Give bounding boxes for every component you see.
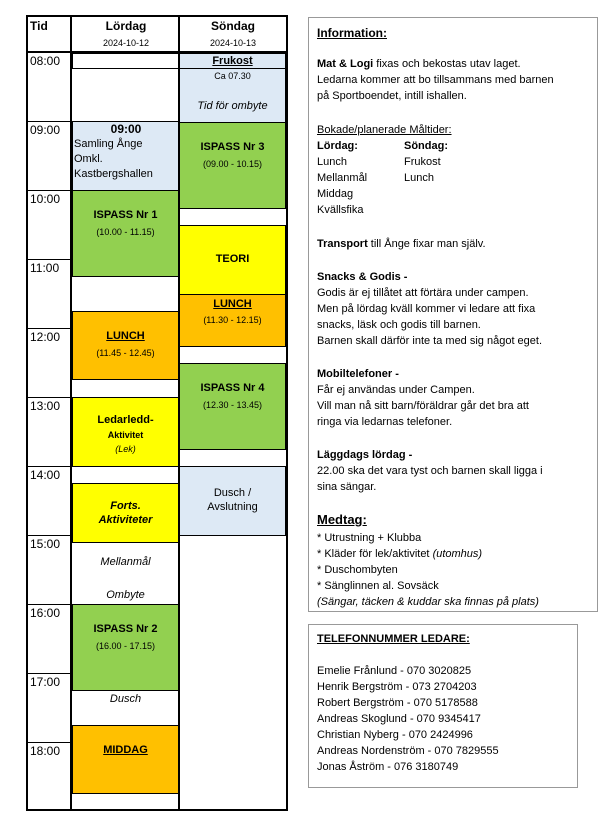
header-lordag-date: 2024-10-12 [102, 38, 150, 48]
time-1300: 13:00 [30, 399, 61, 413]
ispass2-label: ISPASS Nr 2 [93, 623, 158, 635]
frukost-divider [179, 68, 286, 69]
frukost-time: Ca 07.30 [214, 71, 251, 81]
lordag-lunch-time: (11.45 - 12.45) [96, 348, 155, 358]
hour-line [28, 535, 70, 536]
snacks-line: Godis är ej tillåtet att förtära under campen. [317, 287, 529, 299]
samling-line-2: Omkl. [74, 153, 103, 165]
aktivitet-label: Aktivitet [107, 430, 144, 440]
snacks-line: Men på lördag kväll kommer vi ledare att fixa [317, 303, 536, 315]
samling-line-1: Samling Ånge [74, 138, 143, 150]
lordag-ledarledd [72, 397, 179, 467]
lordag-middag [72, 725, 179, 794]
middag-label: MIDDAG [103, 744, 148, 756]
dusch-line-2: Avslutning [207, 501, 258, 513]
sondag-meal: Lunch [404, 172, 434, 184]
frukost-label: Frukost [212, 55, 253, 67]
sondag-meal: Frukost [404, 156, 441, 168]
time-1100: 11:00 [30, 261, 60, 275]
mobil-line: Vill man nå sitt barn/föräldrar går det bra att [317, 400, 529, 412]
sondag-teori [179, 225, 286, 295]
teori-label: TEORI [215, 253, 250, 265]
hour-line [28, 466, 70, 467]
hour-line [28, 742, 70, 743]
mat-bold: Mat & Logi [317, 58, 374, 70]
ispass4-label: ISPASS Nr 4 [200, 382, 265, 394]
laggdags-line: sina sängar. [317, 481, 377, 493]
info-title: Information: [317, 26, 387, 40]
time-0900: 09:00 [30, 123, 61, 137]
phone-entry: Andreas Nordenström - 070 7829555 [317, 745, 499, 757]
phone-entry: Jonas Åström - 076 3180749 [317, 761, 459, 773]
lordag-meal: Mellanmål [317, 172, 368, 184]
medtag-2a: * Kläder för lek/aktivitet [317, 548, 433, 560]
ispass3-time: (09.00 - 10.15) [202, 159, 263, 169]
lordag-lunch-label: LUNCH [106, 330, 145, 342]
time-1800: 18:00 [30, 744, 61, 758]
lordag-ispass2 [72, 604, 179, 691]
phone-entry: Henrik Bergström - 073 2704203 [317, 681, 477, 693]
phone-entry: Christian Nyberg - 070 2424996 [317, 729, 473, 741]
header-sondag: Söndag [211, 19, 255, 33]
header-sondag-date: 2024-10-13 [209, 38, 257, 48]
medtag-item: * Sänglinnen al. Sovsäck [317, 580, 439, 592]
schedule-table [26, 15, 288, 811]
medtag-item [317, 546, 482, 562]
sondag-ispass3 [179, 122, 286, 209]
snacks-line: snacks, läsk och godis till barnen. [317, 319, 481, 331]
medtag-item: * Utrustning + Klubba [317, 532, 422, 544]
lordag-meal: Lunch [317, 156, 347, 168]
samling-time: 09:00 [110, 122, 142, 136]
lordag-ispass1 [72, 190, 179, 277]
medtag-note: (Sängar, täcken & kuddar ska finnas på plats) [317, 596, 539, 608]
hour-line [28, 604, 70, 605]
transport-line [317, 236, 486, 252]
sondag-lunch-time: (11.30 - 12.15) [203, 315, 262, 325]
mobil-title: Mobiltelefoner - [317, 368, 399, 380]
laggdags-title: Läggdags lördag - [317, 449, 413, 461]
ispass4-time: (12.30 - 13.45) [202, 400, 263, 410]
lordag-empty-0800 [72, 53, 179, 69]
forts-line-1: Forts. [110, 500, 141, 512]
medtag-2b: (utomhus) [432, 548, 483, 560]
ispass3-label: ISPASS Nr 3 [200, 141, 265, 153]
ispass2-time: (16.00 - 17.15) [95, 641, 156, 651]
hour-line [28, 397, 70, 398]
phone-entry: Robert Bergström - 070 5178588 [317, 697, 478, 709]
lordag-mellanmal: Mellanmål [100, 556, 151, 568]
sondag-ombyte: Tid för ombyte [197, 100, 268, 112]
ledarledd-label: Ledarledd- [97, 414, 154, 426]
snacks-line: Barnen skall därför inte ta med sig något eget. [317, 335, 543, 347]
medtag-title: Medtag: [317, 512, 367, 527]
time-1000: 10:00 [30, 192, 61, 206]
sondag-ispass4 [179, 363, 286, 450]
header-tid: Tid [30, 19, 48, 33]
mat-line-1 [317, 56, 521, 72]
lordag-dusch: Dusch [109, 693, 142, 705]
sondag-dusch [179, 466, 286, 536]
phone-title: TELEFONNUMMER LEDARE: [317, 633, 470, 645]
information-box [308, 17, 598, 612]
lek-label: (Lek) [115, 444, 136, 454]
dusch-line-1: Dusch / [213, 487, 252, 499]
forts-line-2: Aktiviteter [98, 514, 153, 526]
time-1200: 12:00 [30, 330, 61, 344]
lordag-meals-label: Lördag: [317, 140, 358, 152]
sondag-lunch [179, 294, 286, 347]
transport-bold: Transport [317, 238, 368, 250]
medtag-item: * Duschombyten [317, 564, 398, 576]
hour-line [28, 121, 70, 122]
ispass1-time: (10.00 - 11.15) [96, 227, 155, 237]
lordag-meal: Kvällsfika [317, 204, 364, 216]
maltider-title: Bokade/planerade Måltider: [317, 124, 452, 136]
phone-entry: Emelie Frånlund - 070 3020825 [317, 665, 472, 677]
hour-line [28, 190, 70, 191]
mat-line-3: på Sportboendet, intill ishallen. [317, 90, 467, 102]
time-1600: 16:00 [30, 606, 61, 620]
sondag-meals-label: Söndag: [404, 140, 448, 152]
transport-rest: till Ånge fixar man själv. [367, 238, 486, 250]
lordag-ombyte: Ombyte [106, 589, 145, 601]
mobil-line: ringa via ledarnas telefoner. [317, 416, 453, 428]
ispass1-label: ISPASS Nr 1 [93, 209, 158, 221]
phone-list-box [308, 624, 578, 788]
lordag-lunch [72, 311, 179, 380]
hour-line [28, 259, 70, 260]
sondag-frukost [179, 53, 286, 123]
snacks-title: Snacks & Godis - [317, 271, 408, 283]
sondag-lunch-label: LUNCH [213, 298, 252, 310]
phone-entry: Andreas Skoglund - 070 9345417 [317, 713, 481, 725]
time-1700: 17:00 [30, 675, 61, 689]
time-1400: 14:00 [30, 468, 61, 482]
hour-line [28, 673, 70, 674]
header-lordag: Lördag [105, 19, 147, 33]
samling-line-3: Kastbergshallen [74, 168, 153, 180]
time-0800: 08:00 [30, 54, 61, 68]
lordag-forts [72, 483, 179, 543]
mat-rest: fixas och bekostas utav laget. [373, 58, 521, 70]
hour-line [28, 328, 70, 329]
lordag-meal: Middag [317, 188, 354, 200]
time-1500: 15:00 [30, 537, 61, 551]
mat-line-2: Ledarna kommer att bo tillsammans med barnen [317, 74, 554, 86]
mobil-line: Får ej användas under Campen. [317, 384, 475, 396]
laggdags-line: 22.00 ska det vara tyst och barnen skall ligga i [317, 465, 543, 477]
lordag-samling [72, 121, 179, 191]
